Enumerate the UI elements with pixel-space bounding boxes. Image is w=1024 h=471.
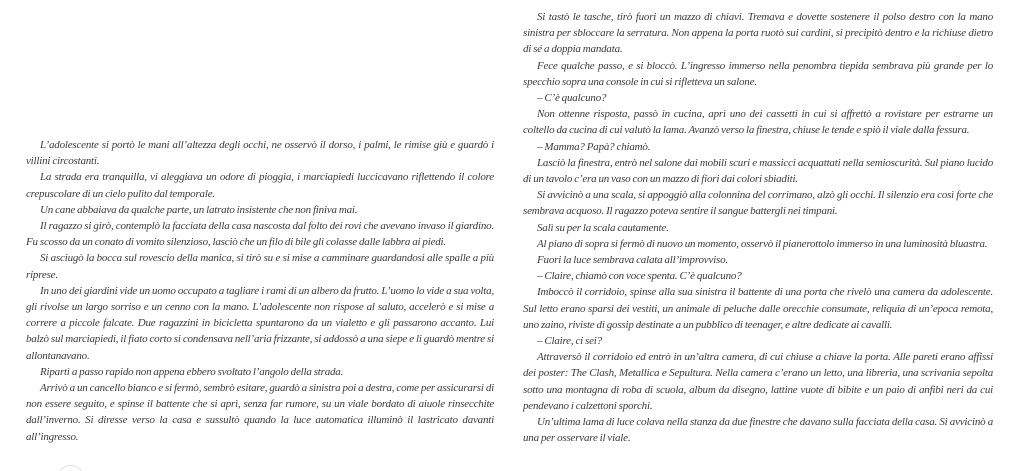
paragraph: Al piano di sopra si fermò di nuovo un momento, osservò il pianerottolo immerso in una luminosità bluastra. bbox=[537, 237, 988, 250]
partial-circle-ornament bbox=[57, 465, 84, 471]
paragraph: Lasciò la finestra, entrò nel salone dai mobili scuri e massicci acquattati nella semioscurità. Sul piano lucido di un tavolo c’era un vaso con un mazzo di fiori dai colori sbiaditi. bbox=[523, 156, 993, 186]
paragraph: Attraversò il corridoio ed entrò in un’altra camera, di cui chiuse a chiave la porta. Alle pareti erano affissi dei poster: The Clash, Metallica e Sepultura. Nella camera c’erano un letto, una libreria, una scrivania sepolta sotto una montagna di roba di scuola, album da disegno, lattine vuote di bibite e un paio di anfibi neri da cui pendevano i calzettoni sporchi. bbox=[523, 351, 993, 412]
paragraph: Ripartì a passo rapido non appena ebbero svoltato l’angolo della strada. bbox=[40, 365, 344, 378]
paragraph: Un’ultima lama di luce colava nella stanza da due finestre che davano sulla facciata della casa. Si avvicinò a una per osservare il viale. bbox=[523, 416, 993, 445]
paragraph: La strada era tranquilla, vi aleggiava un odore di pioggia, i marciapiedi luccicavano riflettendo il colore crepuscolare di un cielo pulito dal temporale. bbox=[26, 171, 494, 200]
paragraph: Arrivò a un cancello bianco e si fermò, sembrò esitare, guardò a sinistra poi a destra, come per assicurarsi di non essere seguito, e spinse il battente che si aprì, senza far rumore, su un viale bordato di aiuole rinsecchite dall’inverno. Si diresse verso la casa e sussultò quando la luce automatica illuminò il lastricato davanti all’ingresso. bbox=[26, 382, 494, 443]
paragraph: In uno dei giardini vide un uomo occupato a tagliare i rami di un albero da frutto. L’uomo lo vide a sua volta, gli rivolse un largo sorriso e un cenno con la mano. L’adolescente non rispose al saluto, accelerò e si mise a correre a piccole falcate. Due ragazzini in bicicletta spuntarono da un vialetto e gli passarono accanto. Lui balzò sul marciapiedi, il fiato corto si condensava nell’aria frizzante, si addossò a una siepe e li guardò mentre si allontanavano. bbox=[26, 284, 494, 362]
paragraph: – Claire, chiamò con voce spenta. C’è qualcuno? bbox=[537, 270, 742, 283]
paragraph: – C’è qualcuno? bbox=[537, 92, 607, 105]
paragraph: Imboccò il corridoio, spinse alla sua sinistra il battente di una porta che rivelò una camera da adolescente. Sul letto erano sparsi dei vestiti, un animale di peluche dalle orecchie consumate, reliquia di un’epoca remota, uno zaino, riviste di gossip destinate a un pubblico di teenager, e altre dedicate ai cavalli. bbox=[523, 286, 993, 331]
paragraph: Fece qualche passo, e si bloccò. L’ingresso immerso nella penombra tiepida sembrava più grande per lo specchio sopra una console in cui si rifletteva un salone. bbox=[523, 59, 993, 88]
paragraph: Non ottenne risposta, passò in cucina, aprì uno dei cassetti in cui si affrettò a rovistare per estrarne un coltello da cucina di cui valutò la lama. Avanzò verso la finestra, chiuse le tende e spiò il viale dalla fessura. bbox=[523, 108, 993, 137]
paragraph: Fuori la luce sembrava calata all’improvviso. bbox=[537, 254, 728, 267]
paragraph: Il ragazzo si girò, contemplò la facciata della casa nascosta dal folto dei rovi che avevano invaso il giardino. Fu scosso da un conato di vomito silenzioso, lasciò che un filo di bile gli colasse dalle labbra ai piedi. bbox=[26, 220, 494, 249]
paragraph: Salì su per la scala cautamente. bbox=[537, 221, 669, 234]
right-page-text-column bbox=[523, 9, 993, 446]
paragraph: Si tastò le tasche, tirò fuori un mazzo di chiavi. Tremava e dovette sostenere il polso destro con la mano sinistra per sbloccare la serratura. Non appena la porta ruotò sui cardini, si precipitò dentro e la richiuse dietro di sé a doppia mandata. bbox=[523, 11, 993, 56]
paragraph: Si avvicinò a una scala, si appoggiò alla colonnina del corrimano, alzò gli occhi. Il silenzio era così forte che sembrava acquoso. Il ragazzo poteva sentire il sangue battergli nei timpani. bbox=[523, 189, 993, 218]
paragraph: – Claire, ci sei? bbox=[537, 335, 602, 348]
paragraph: Si asciugò la bocca sul rovescio della manica, si tirò su e si mise a camminare guardandosi alle spalle a più riprese. bbox=[26, 252, 494, 281]
paragraph: L’adolescente si portò le mani all’altezza degli occhi, ne osservò il dorso, i palmi, le rimise giù e guardò i villini circostanti. bbox=[26, 139, 494, 168]
left-page-text-column bbox=[26, 137, 494, 445]
paragraph: Un cane abbaiava da qualche parte, un latrato insistente che non finiva mai. bbox=[40, 203, 358, 216]
paragraph: – Mamma? Papà? chiamò. bbox=[537, 140, 651, 153]
